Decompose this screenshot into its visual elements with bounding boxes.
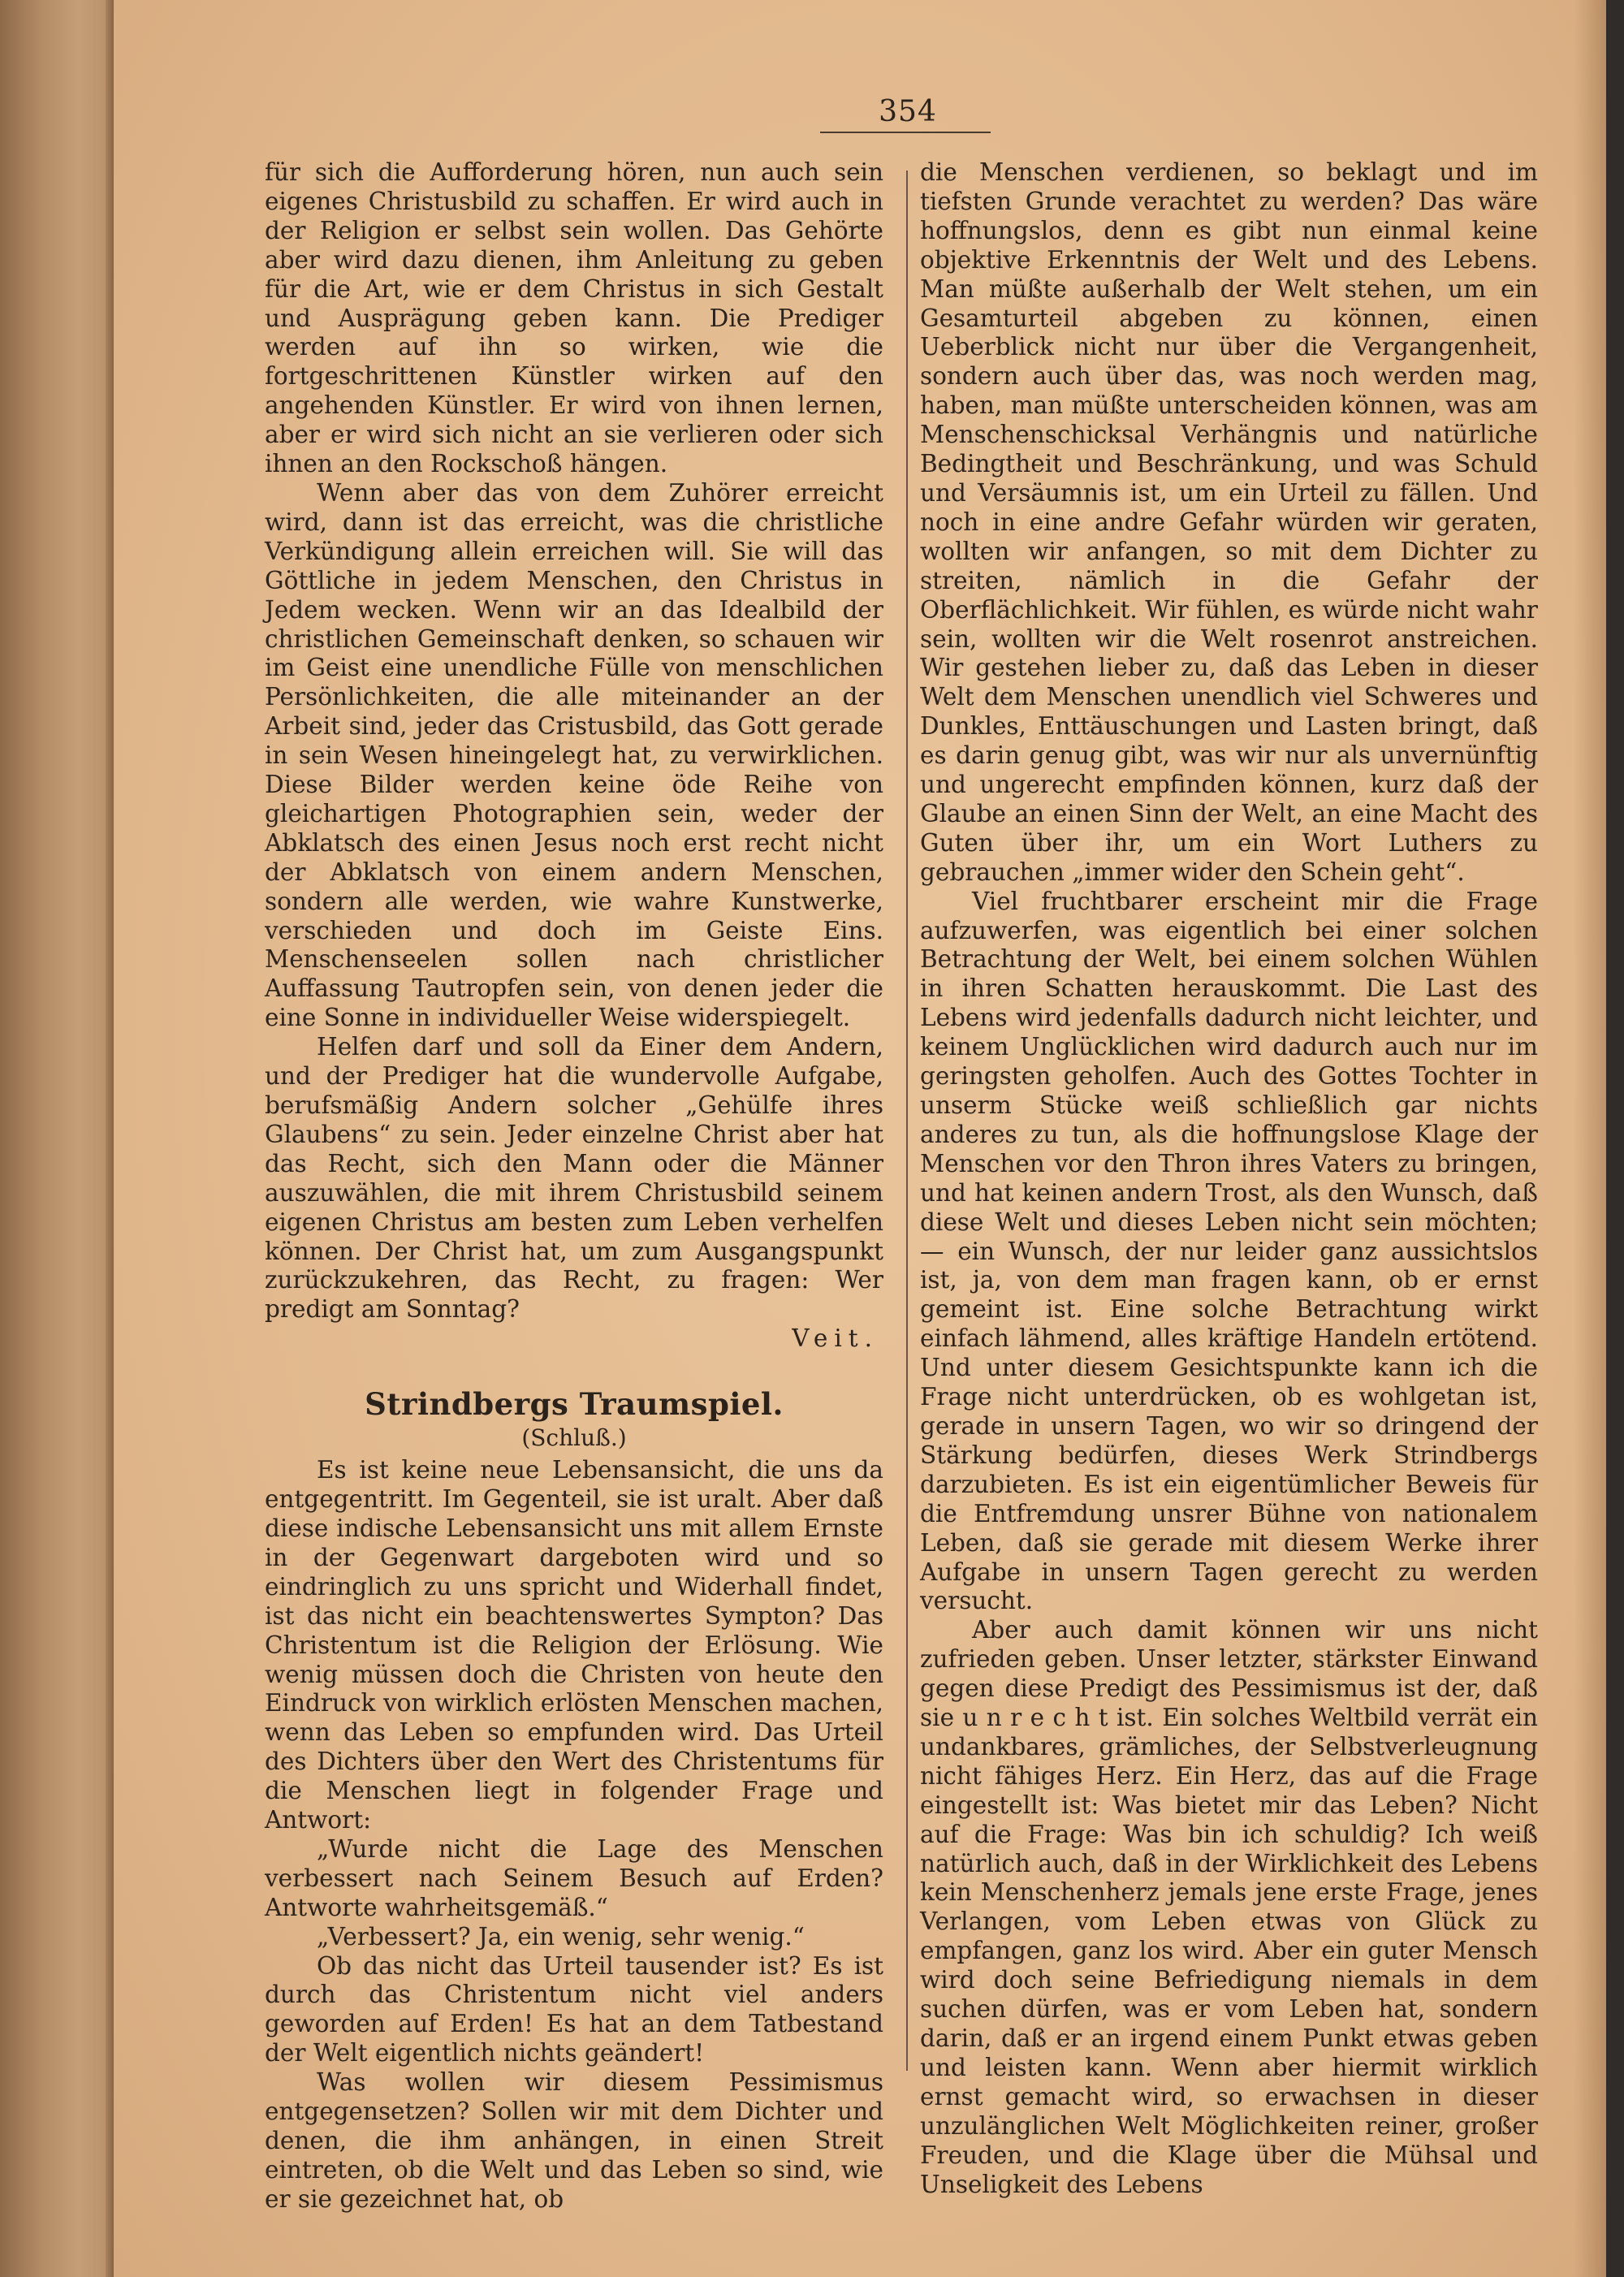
quotation: „Wurde nicht die Lage des Menschen verbessert nach Seinem Besuch auf Erden? Antworte wahrheitsgemäß.“ <box>265 1834 883 1921</box>
column-divider <box>906 171 908 2071</box>
article-title: Strindbergs Traumspiel. <box>365 1386 784 1423</box>
paragraph: für sich die Aufforderung hören, nun auch sein eigenes Christusbild zu schaffen. Er wird auch in der Religion er selbst sein wollen. Das Gehörte aber wird dazu dienen, ihm Anleitung zu geben für die Art, wie er dem Christus in sich Gestalt und Ausprägung geben kann. Die Prediger werden auf ihn so wirken, wie die fortgeschrittenen Künstler wirken auf den angehenden Künstler. Er wird von ihnen lernen, aber er wird sich nicht an sie verlieren oder sich ihnen an den Rockschoß hängen. <box>265 158 883 478</box>
scan-border <box>1606 0 1624 2277</box>
article-subtitle: (Schluß.) <box>521 1424 627 1452</box>
paragraph: Es ist keine neue Lebensansicht, die uns da entgegentritt. Im Gegenteil, sie ist uralt. Aber daß diese indische Lebensansicht uns mit allem Ernste in der Gegenwart dargeboten wird und so eindringlich zu uns spricht und Widerhall findet, ist das nicht ein beachtenswertes Sympton? Das Christentum ist die Religion der Erlösung. Wie wenig müssen doch die Christen von heute den Eindruck von wirklich erlösten Menschen machen, wenn das Leben so empfunden wird. Das Urteil des Dichters über den Wert des Christentums für die Menschen liegt in folgender Frage und Antwort: <box>265 1456 883 1834</box>
page-number: 354 <box>879 95 937 128</box>
paragraph: Ob das nicht das Urteil tausender ist? Es ist durch das Christentum nicht viel anders geworden auf Erden! Es hat an dem Tatbestand der Welt eigentlich nichts geändert! <box>265 1951 883 2067</box>
paragraph: Aber auch damit können wir uns nicht zufrieden geben. Unser letzter, stärkster Einwand gegen diese Predigt des Pessimismus ist der, daß sie u n r e c h t ist. Ein solches Weltbild verrät ein undankbares, grämliches, der Selbstverleugnung nicht fähiges Herz. Ein Herz, das auf die Frage eingestellt ist: Was bietet mir das Leben? Nicht auf die Frage: Was bin ich schuldig? Ich weiß natürlich auch, daß in der Wirklichkeit des Lebens kein Menschenherz jemals jene erste Frage, jenes Verlangen, vom Leben etwas von Glück zu empfangen, ganz los wird. Aber ein guter Mensch wird doch seine Befriedigung niemals in dem suchen dürfen, was er vom Leben hat, sondern darin, daß er an irgend einem Punkt etwas geben und leisten kann. Wenn aber hiermit wirklich ernst gemacht wird, so erwachsen in dieser unzulänglichen Welt Möglichkeiten reiner, großer Freuden, und die Klage über die Mühsal und Unseligkeit des Lebens <box>920 1616 1538 2198</box>
paragraph: die Menschen verdienen, so beklagt und im tiefsten Grunde verachtet zu werden? Das wäre hoffnungslos, denn es gibt nun einmal keine objektive Erkenntnis der Welt und des Lebens. Man müßte außerhalb der Welt stehen, um ein Gesamturteil abgeben zu können, einen Ueberblick nicht nur über die Vergangenheit, sondern auch über das, was noch werden mag, haben, man müßte unterscheiden können, was am Menschenschicksal Verhängnis und natürliche Bedingtheit und Beschränkung, und was Schuld und Versäumnis ist, um ein Urteil zu fällen. Und noch in eine andre Gefahr würden wir geraten, wollten wir anfangen, so mit dem Dichter zu streiten, nämlich in die Gefahr der Oberflächlichkeit. Wir fühlen, es würde nicht wahr sein, wollten wir die Welt rosenrot anstreichen. Wir gestehen lieber zu, daß das Leben in dieser Welt dem Menschen unendlich viel Schweres und Dunkles, Enttäuschungen und Lasten bringt, daß es darin genug gibt, was wir nur als unvernünftig und ungerecht empfinden können, kurz daß der Glaube an einen Sinn der Welt, an eine Macht des Guten über ihr, um ein Wort Luthers zu gebrauchen „immer wider den Schein geht“. <box>920 158 1538 886</box>
page-number-rule <box>820 132 991 133</box>
right-column <box>920 158 1538 2199</box>
paragraph: Viel fruchtbarer erscheint mir die Frage aufzuwerfen, was eigentlich bei einer solchen Betrachtung der Welt, bei einem solchen Wühlen in ihren Schatten herauskommt. Die Last des Lebens wird jedenfalls dadurch nicht leichter, und keinem Unglücklichen wird dadurch auch nur im geringsten geholfen. Auch des Gottes Tochter in unserm Stücke weiß schließlich gar nichts anderes zu tun, als die hoffnungslose Klage der Menschen vor den Thron ihres Vaters zu bringen, und hat keinen andern Trost, als den Wunsch, daß diese Welt und dieses Leben nicht sein möchten; — ein Wunsch, der nur leider ganz aussichtslos ist, ja, von dem man fragen kann, ob er ernst gemeint ist. Eine solche Betrachtung wirkt einfach lähmend, alles kräftige Handeln ertötend. Und unter diesem Gesichtspunkte kann ich die Frage nicht unterdrücken, ob es wohlgetan ist, gerade in unsern Tagen, wo wir so dringend der Stärkung bedürfen, dieses Werk Strindbergs darzubieten. Es ist ein eigentümlicher Beweis für die Entfremdung unsrer Bühne von nationalem Leben, daß sie gerade mit diesem Werke ihrer Aufgabe in unsern Tagen gerecht zu werden versucht. <box>920 887 1538 1615</box>
book-page-edges <box>0 0 114 2277</box>
paragraph: Wenn aber das von dem Zuhörer erreicht wird, dann ist das erreicht, was die christliche Verkündigung allein erreichen will. Sie will das Göttliche in jedem Menschen, den Christus in Jedem wecken. Wenn wir an das Idealbild der christlichen Gemeinschaft denken, so schauen wir im Geist eine unendliche Fülle von menschlichen Persönlichkeiten, die alle miteinander an der Arbeit sind, jeder das Cristusbild, das Gott gerade in sein Wesen hineingelegt hat, zu verwirklichen. Diese Bilder werden keine öde Reihe von gleichartigen Photographien sein, weder der Abklatsch des einen Jesus noch erst recht nicht der Abklatsch von einem andern Menschen, sondern alle werden, wie wahre Kunstwerke, verschieden und doch im Geiste Eins. Menschenseelen sollen nach christlicher Auffassung Tautropfen sein, von denen jeder die eine Sonne in individueller Weise widerspiegelt. <box>265 478 883 1032</box>
paragraph: Was wollen wir diesem Pessimismus entgegensetzen? Sollen wir mit dem Dichter und denen, die ihm anhängen, in einen Streit eintreten, ob die Welt und das Leben so sind, wie er sie gezeichnet hat, ob <box>265 2068 883 2213</box>
paragraph: Helfen darf und soll da Einer dem Andern, und der Prediger hat die wundervolle Aufgabe, berufsmäßig Andern solcher „Gehülfe ihres Glaubens“ zu sein. Jeder einzelne Christ aber hat das Recht, sich den Mann oder die Männer auszuwählen, die mit ihrem Christusbild seinem eigenen Christus am besten zum Leben verhelfen können. Der Christ hat, um zum Ausgangspunkt zurückzukehren, das Recht, zu fragen: Wer predigt am Sonntag? <box>265 1033 883 1324</box>
left-column <box>265 158 883 2214</box>
quotation: „Verbessert? Ja, ein wenig, sehr wenig.“ <box>317 1922 805 1951</box>
author-signature: Veit. <box>792 1324 879 1353</box>
